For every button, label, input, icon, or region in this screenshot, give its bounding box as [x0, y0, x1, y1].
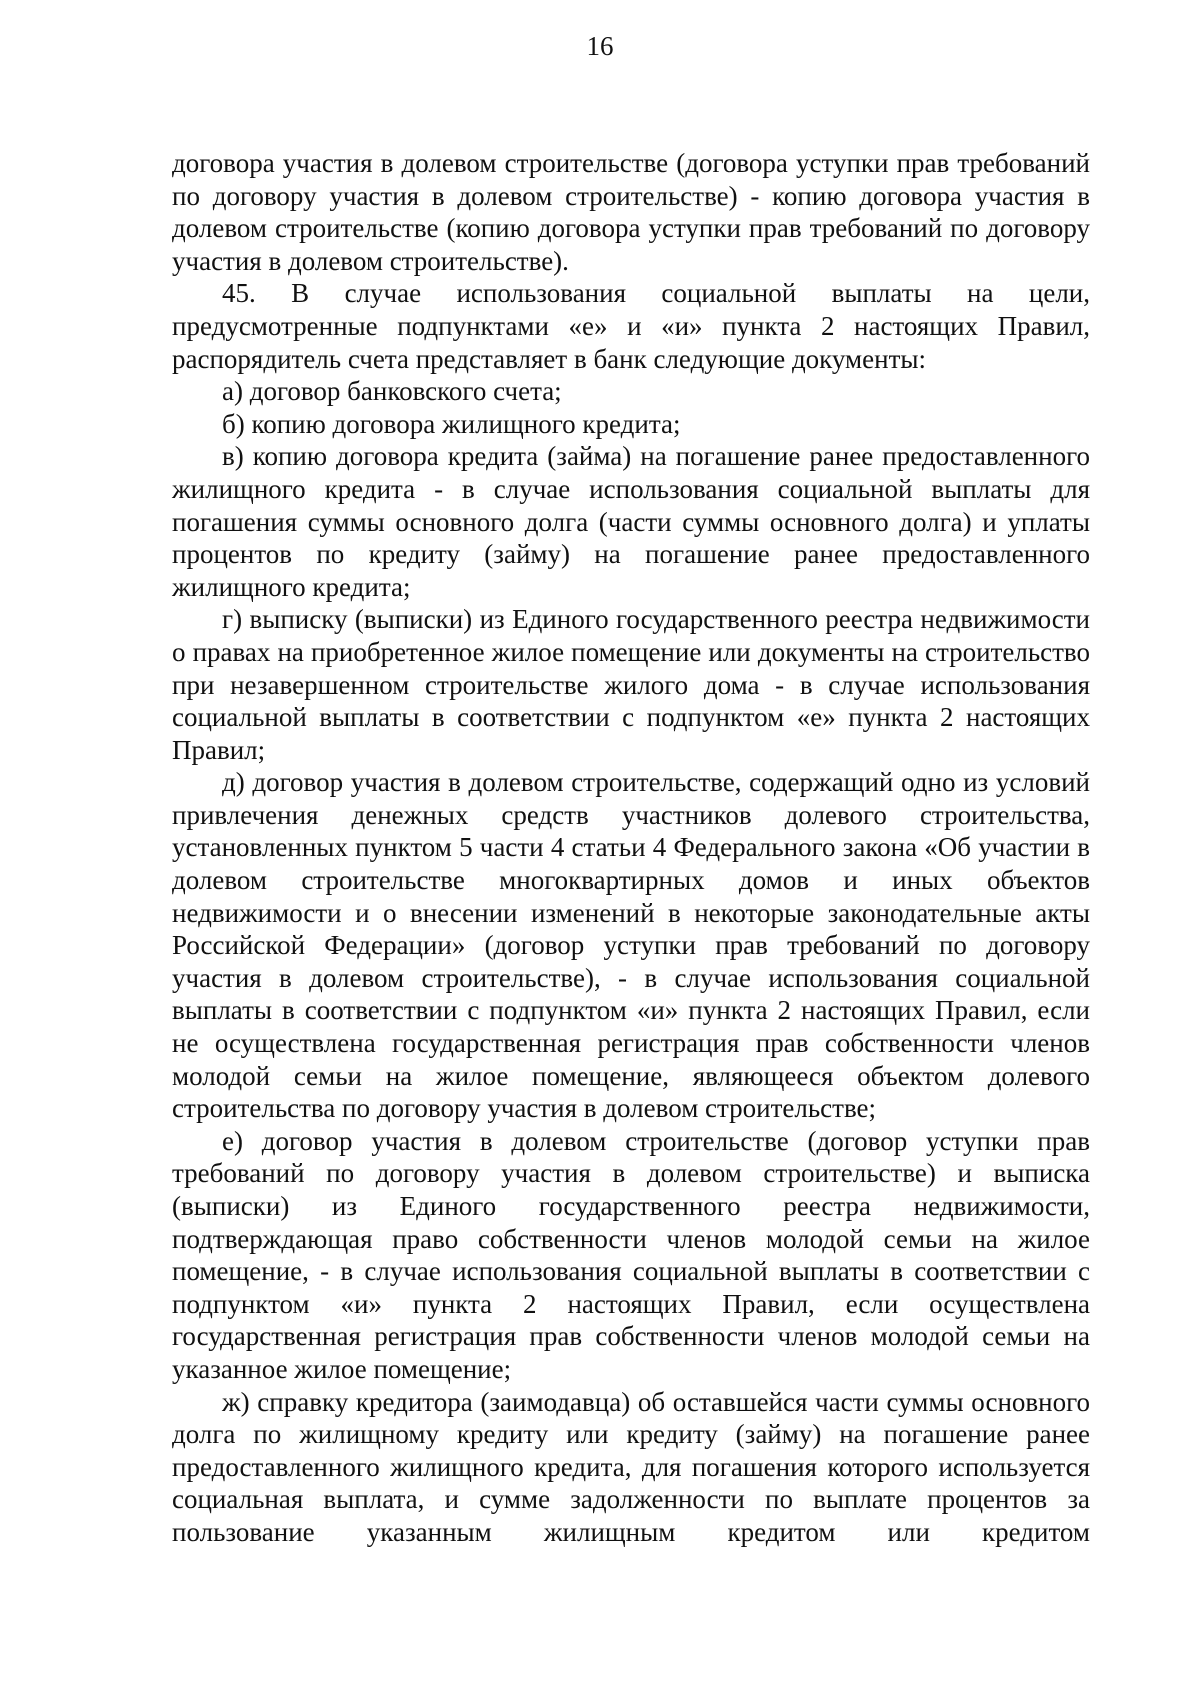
paragraph-subitem-e: е) договор участия в долевом строительстве (договор уступки прав требований по договору участия в долевом строительстве) и выписка (выписки) из Единого государственного реестра недвижимости, подтверждающая право собственности членов молодой семьи на жилое помещение, - в случае использования социальной выплаты в соответствии с подпунктом «и» пункта 2 настоящих Правил, если осуществлена государственная регистрация прав собственности членов молодой семьи на указанное жилое помещение; [172, 1125, 1090, 1384]
page-number: 16 [586, 31, 614, 61]
paragraph-subitem-g: г) выписку (выписки) из Единого государственного реестра недвижимости о правах на приобретенное жилое помещение или документы на строительство при незавершенном строительстве жилого дома - в случае использования социальной выплаты в соответствии с подпунктом «е» пункта 2 настоящих Правил; [172, 604, 1090, 765]
paragraph-item-45: 45. В случае использования социальной выплаты на цели, предусмотренные подпунктами «е» и «и» пункта 2 настоящих Правил, распорядитель счета представляет в банк следующие документы: [172, 278, 1090, 374]
paragraph-subitem-v: в) копию договора кредита (займа) на погашение ранее предоставленного жилищного кредита - в случае использования социальной выплаты для погашения суммы основного долга (части суммы основного долга) и уплаты процентов по кредиту (займу) на погашение ранее предоставленного жилищного кредита; [172, 441, 1090, 602]
paragraph-subitem-d: д) договор участия в долевом строительстве, содержащий одно из условий привлечения денежных средств участников долевого строительства, установленных пунктом 5 части 4 статьи 4 Федерального закона «Об участии в долевом строительстве многоквартирных домов и иных объектов недвижимости и о внесении изменений в некоторые законодательные акты Российской Федерации» (договор уступки прав требований по договору участия в долевом строительстве), - в случае использования социальной выплаты в соответствии с подпунктом «и» пункта 2 настоящих Правил, если не осуществлена государственная регистрация прав собственности членов молодой семьи на жилое помещение, являющееся объектом долевого строительства по договору участия в долевом строительстве; [172, 767, 1090, 1124]
paragraph-subitem-b: б) копию договора жилищного кредита; [222, 408, 681, 439]
paragraph-subitem-a: а) договор банковского счета; [222, 376, 562, 407]
document-body [172, 147, 1090, 1549]
paragraph-subitem-zh: ж) справку кредитора (заимодавца) об оставшейся части суммы основного долга по жилищному кредиту или кредиту (займу) на погашение ранее предоставленного жилищного кредита, для погашения которого используется социальная выплата, и сумме задолженности по выплате процентов за пользование указанным жилищным кредитом или кредитом [172, 1386, 1090, 1547]
paragraph-continuation: договора участия в долевом строительстве (договора уступки прав требований по договору участия в долевом строительстве) - копию договора участия в долевом строительстве (копию договора уступки прав требований по договору участия в долевом строительстве). [172, 148, 1090, 276]
